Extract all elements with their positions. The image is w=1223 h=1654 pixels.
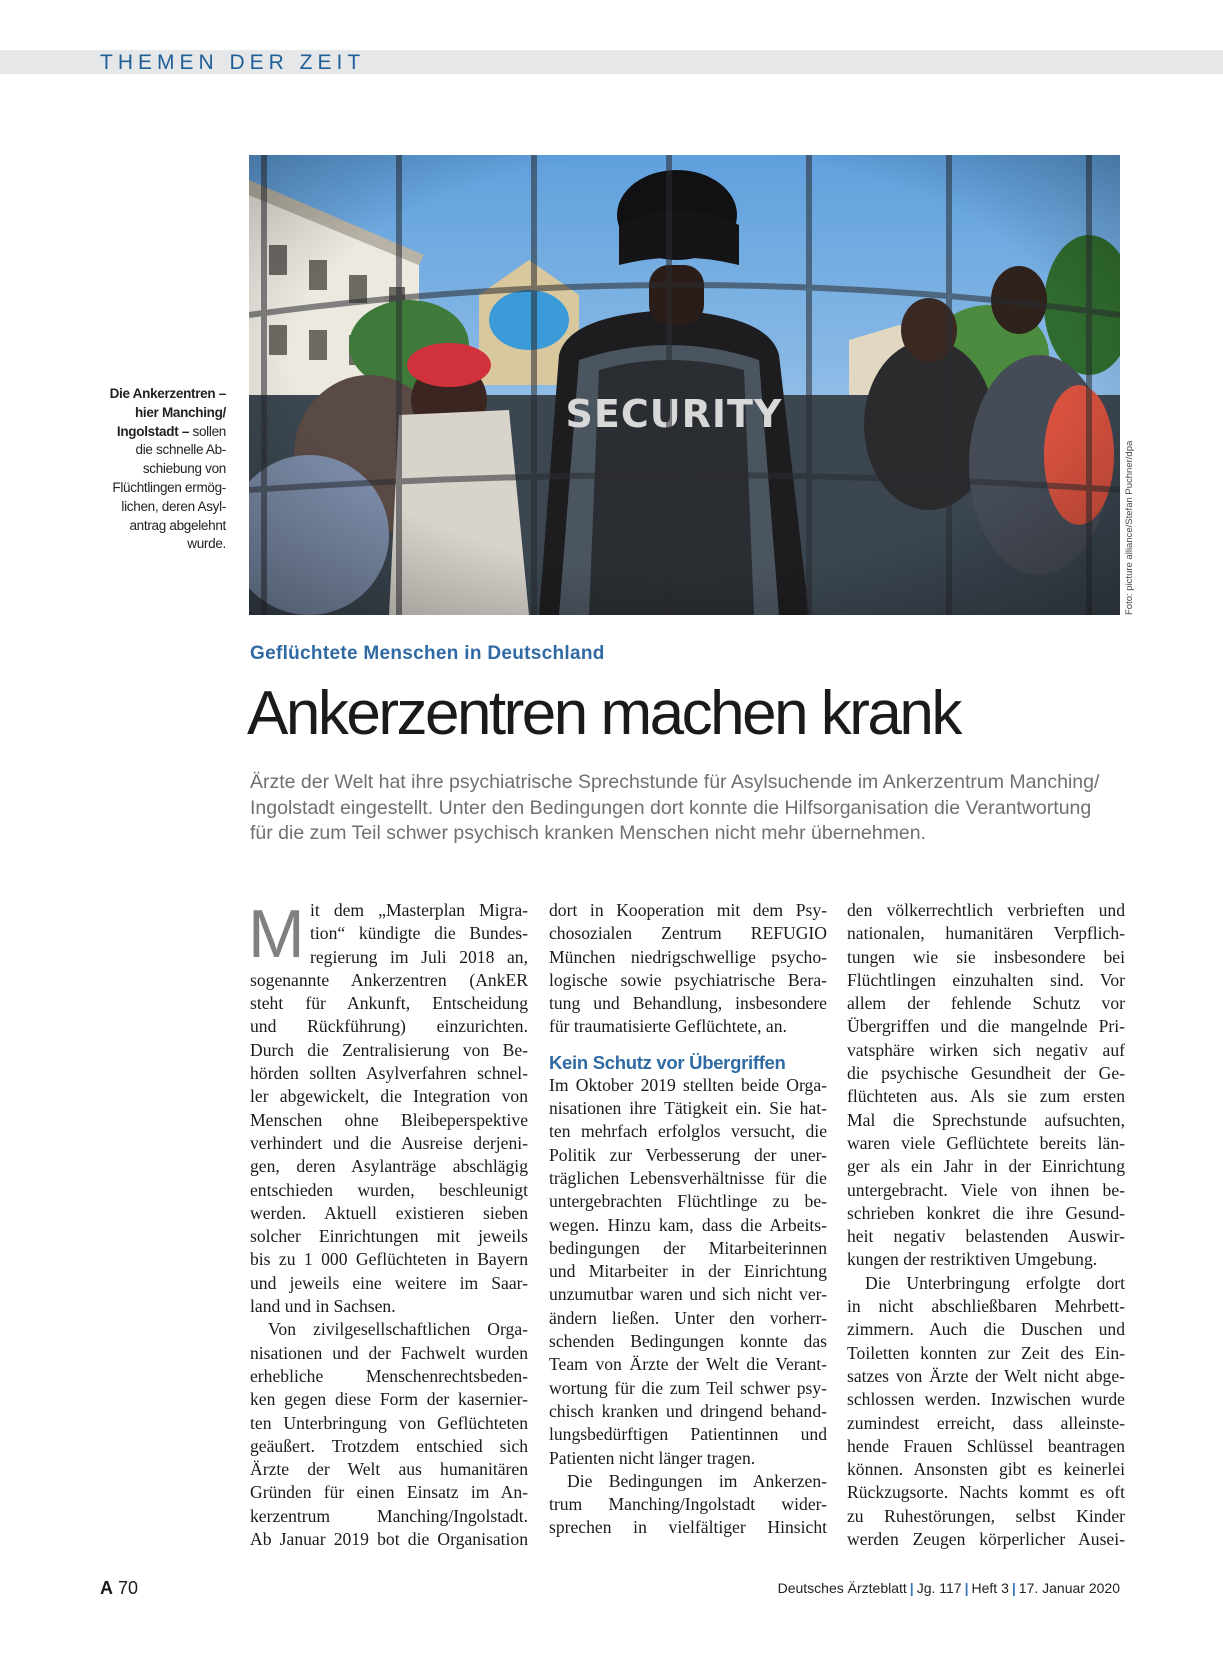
hero-photo-illustration — [249, 155, 1120, 615]
dropcap-letter: M — [248, 896, 305, 972]
body-line: Ärzte der Welt aus humanitären — [250, 1459, 528, 1480]
body-column-1 — [248, 896, 528, 1551]
body-line: allem der fehlende Schutz vor — [847, 993, 1125, 1014]
body-line: unzumutbar waren und sich nicht ver- — [549, 1284, 827, 1305]
body-line: verhindert und die Ausreise derjeni- — [250, 1132, 528, 1153]
body-line: München niedrigschwellige psycho- — [549, 946, 827, 967]
body-line: untergebracht. Viele von ihnen be- — [847, 1179, 1125, 1200]
page-letter: A — [100, 1578, 113, 1598]
body-line: untergebrachten Flüchtlinge zu be- — [549, 1191, 827, 1212]
caption-line — [60, 423, 226, 442]
body-line: tung und Behandlung, insbesondere — [549, 993, 827, 1014]
body-line: zimmern. Auch die Duschen und — [847, 1319, 1125, 1340]
body-line: schrieben konkret die ihre Gesund- — [847, 1202, 1125, 1223]
body-line: steht für Ankunft, Entscheidung — [250, 993, 528, 1014]
body-line: Patienten nicht länger tragen. — [549, 1447, 756, 1468]
body-line: und Mitarbeiter in der Einrichtung — [549, 1261, 827, 1282]
caption-line — [60, 404, 226, 423]
section-subhead: Kein Schutz vor Übergriffen — [549, 1051, 786, 1073]
body-line: Ab Januar 2019 bot die Organisation — [250, 1529, 528, 1550]
publication-date: 17. Januar 2020 — [1018, 1580, 1120, 1596]
body-column-3 — [847, 899, 1125, 1551]
body-line: und jeweils eine weitere im Saar- — [250, 1272, 528, 1293]
body-line: Gründen für einen Einsatz im An- — [250, 1482, 528, 1503]
body-line: die psychische Gesundheit der Ge- — [847, 1063, 1125, 1084]
separator: | — [909, 1580, 914, 1596]
body-line: Die Bedingungen im Ankerzen- — [567, 1470, 827, 1491]
body-line: Toiletten konnten zur Zeit des Ein- — [847, 1342, 1125, 1363]
body-line: logische sowie psychiatrische Bera- — [549, 969, 827, 990]
caption-line: Flüchtlingen ermög- — [112, 479, 226, 495]
separator: | — [964, 1580, 969, 1596]
lead-line: für die zum Teil schwer psychisch kranken Menschen nicht mehr übernehmen. — [250, 822, 926, 844]
separator: | — [1011, 1580, 1016, 1596]
body-line: Im Oktober 2019 stellten beide Orga- — [549, 1074, 827, 1095]
caption-line: lichen, deren Asyl- — [121, 498, 226, 514]
body-line: zumindest erreicht, dass alleinste- — [847, 1412, 1125, 1433]
body-line: sprechen in vielfältiger Hinsicht — [549, 1517, 827, 1538]
body-line: kungen der restriktiven Umgebung. — [847, 1249, 1098, 1270]
hero-photo — [249, 155, 1120, 615]
body-line: flüchteten aus. Als sie zum ersten — [847, 1086, 1125, 1107]
body-line: in nicht abschließbaren Mehrbett- — [847, 1296, 1125, 1317]
caption-bold: hier Manching/ — [134, 404, 226, 420]
body-line: regierung im Juli 2018 an, — [310, 946, 528, 967]
body-line: Durch die Zentralisierung von Be- — [250, 1039, 528, 1060]
body-line: dort in Kooperation mit dem Psy- — [549, 900, 827, 920]
body-line: schlossen werden. Inzwischen wurde — [847, 1389, 1125, 1410]
body-line: Von zivilgesellschaftlichen Orga- — [268, 1319, 528, 1340]
publication-issue: Heft 3 — [971, 1580, 1009, 1596]
image-caption — [60, 385, 226, 554]
caption-bold: Ingolstadt – — [116, 423, 190, 439]
body-line: Politik zur Verbesserung der uner- — [549, 1144, 827, 1165]
publication-volume: Jg. 117 — [916, 1580, 962, 1596]
caption-text: sollen — [189, 423, 226, 439]
body-line: nisationen ihre Tätigkeit ein. Sie hat- — [549, 1098, 827, 1119]
article-headline: Ankerzentren machen krank — [247, 679, 960, 748]
body-line: werden. Aktuell existieren sieben — [250, 1202, 528, 1223]
page-number-value: 70 — [118, 1578, 139, 1598]
body-line: nationalen, humanitären Verpflich- — [847, 923, 1125, 944]
body-line: geäußert. Trotzdem entschied sich — [250, 1435, 528, 1456]
body-line: lungsbedürftigen Patientinnen und — [549, 1424, 827, 1445]
body-line: Mal die Sprechstunde aufsuchten, — [847, 1109, 1125, 1130]
body-line: Die Unterbringung erfolgte dort — [865, 1272, 1125, 1293]
body-line: bis zu 1 000 Geflüchteten in Bayern — [250, 1249, 528, 1270]
body-line: hende Frauen Schlüssel beantragen — [847, 1435, 1125, 1456]
photo-credit-text: Foto: picture alliance/Stefan Puchner/dpa — [1124, 440, 1135, 615]
caption-bold: Die Ankerzentren – — [109, 386, 226, 401]
body-line: chosozialen Zentrum REFUGIO — [549, 923, 827, 944]
body-line: ger als ein Jahr in der Einrichtung — [847, 1156, 1125, 1177]
body-line: Flüchtlingen einzuhalten sind. Vor — [847, 969, 1125, 990]
page-number — [100, 1578, 138, 1599]
body-line: Übergriffen und die mangelnde Pri- — [847, 1016, 1125, 1037]
body-line: solcher Einrichtungen mit jeweils — [250, 1226, 528, 1247]
publication-info — [778, 1580, 1120, 1596]
body-line: werden Zeugen körperlicher Ausei- — [847, 1529, 1125, 1550]
body-line: können. Ansonsten gibt es keinerlei — [847, 1459, 1125, 1480]
body-line: trum Manching/Ingolstadt wider- — [549, 1494, 827, 1515]
lead-line: Ärzte der Welt hat ihre psychiatrische Sprechstunde für Asylsuchende im Ankerzentrum Manching/ — [250, 771, 1100, 793]
body-line: hörden sollten Asylverfahren schnel- — [250, 1063, 528, 1084]
body-line: wortung für die zum Teil schwer psy- — [549, 1377, 827, 1398]
body-line: waren viele Geflüchtete bereits län- — [847, 1132, 1125, 1153]
body-line: für traumatisierte Geflüchtete, an. — [549, 1016, 787, 1037]
body-line: Team von Ärzte der Welt die Verant- — [549, 1354, 827, 1375]
body-line: wegen. Hinzu kam, dass die Arbeits- — [549, 1214, 827, 1235]
caption-line: schiebung von — [142, 461, 226, 477]
body-line: und Rückführung) einzurichten. — [250, 1016, 528, 1037]
body-column-2 — [549, 899, 827, 1540]
body-line: bedingungen der Mitarbeiterinnen — [549, 1237, 827, 1258]
body-line: tungen wie sie insbesondere bei — [847, 946, 1125, 967]
body-line: den völkerrechtlich verbrieften und — [847, 900, 1125, 920]
body-line: land und in Sachsen. — [250, 1296, 396, 1317]
publication-name: Deutsches Ärzteblatt — [777, 1580, 907, 1596]
body-line: ken gegen diese Form der kasernier- — [250, 1389, 528, 1410]
body-line: sogenannte Ankerzentren (AnkER — [250, 969, 528, 990]
caption-line: wurde. — [187, 536, 226, 552]
body-line: it dem „Masterplan Migra- — [310, 900, 528, 920]
body-line: kerzentrum Manching/Ingolstadt. — [250, 1505, 528, 1526]
caption-line: die schnelle Ab- — [135, 442, 226, 458]
body-line: entschieden wurden, beschleunigt — [250, 1179, 528, 1200]
body-line: träglichen Lebensverhältnisse für die — [549, 1167, 827, 1188]
body-line: nisationen und der Fachwelt wurden — [250, 1342, 528, 1363]
body-line: ten mehrfach erfolglos versucht, die — [549, 1121, 827, 1142]
body-line: Menschen ohne Bleibeperspektive — [250, 1109, 528, 1130]
body-line: heit negativ belastenden Auswir- — [847, 1226, 1125, 1247]
article-kicker: Geflüchtete Menschen in Deutschland — [250, 643, 605, 664]
lead-line: Ingolstadt eingestellt. Unter den Bedingungen dort konnte die Hilfsorganisation die Verantwortung — [250, 796, 1092, 819]
body-line: schenden Bedingungen konnte das — [549, 1331, 827, 1352]
body-line: ändern ließen. Unter den vorherr- — [549, 1307, 827, 1328]
body-line: vatsphäre wirken sich negativ auf — [847, 1039, 1125, 1060]
section-label: THEMEN DER ZEIT — [100, 51, 366, 74]
body-line: gen, deren Asylanträge abschlägig — [250, 1156, 528, 1177]
body-line: ten Unterbringung von Geflüchteten — [250, 1412, 528, 1433]
body-line: ler abgewickelt, die Integration von — [250, 1086, 528, 1107]
body-line: satzes von Ärzte der Welt nicht abge- — [847, 1365, 1125, 1386]
body-line: Rückzugsorte. Nachts kommt es oft — [847, 1482, 1125, 1503]
caption-line: antrag abgelehnt — [129, 517, 226, 533]
body-line: tion“ kündigte die Bundes- — [310, 923, 528, 944]
body-line: zu Ruhestörungen, selbst Kinder — [847, 1505, 1125, 1526]
body-line: chisch kranken und dringend behand- — [549, 1400, 827, 1421]
article-lead — [250, 770, 1130, 847]
body-line: erhebliche Menschenrechtsbeden- — [250, 1365, 528, 1386]
caption-line — [60, 385, 226, 404]
